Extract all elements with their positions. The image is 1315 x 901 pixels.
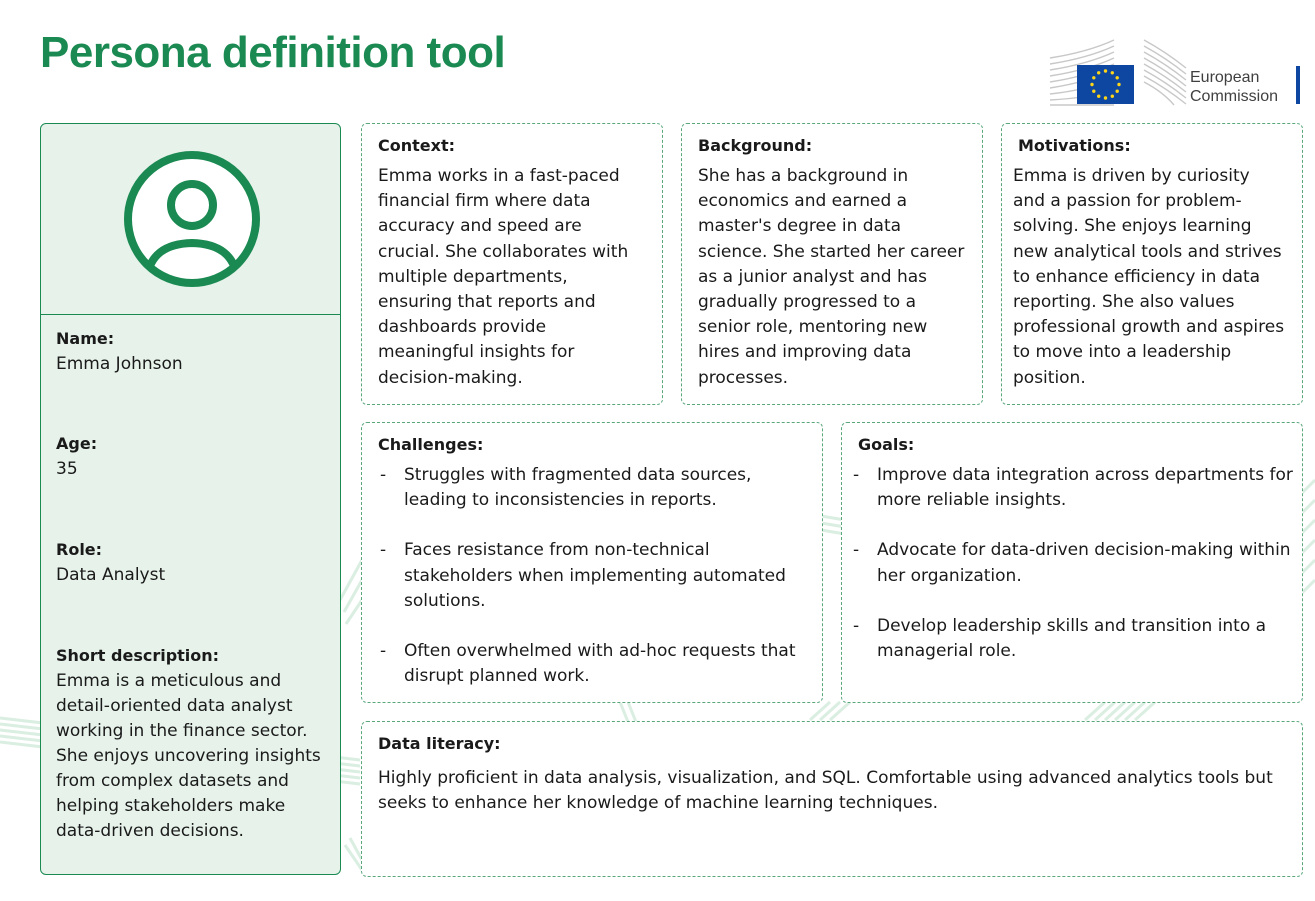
- page-title: Persona definition tool: [40, 28, 506, 77]
- context-text: Emma works in a fast-paced financial firm where data accuracy and speed are crucial. She collaborates with multiple departments, ensuring that reports and dashboards provide meaningful insights for decision-making.: [378, 166, 629, 388]
- logo-wordmark: [1190, 68, 1278, 106]
- data-literacy-box: [361, 721, 1303, 877]
- description-value: Emma is a meticulous and detail-oriented data analyst working in the finance sector. She enjoys uncovering insights from complex datasets and helping stakeholders make data-driven decisions.: [56, 671, 321, 841]
- challenges-label: Challenges:: [378, 435, 484, 454]
- background-label: Background:: [698, 136, 813, 155]
- logo-line-1: European: [1190, 69, 1260, 86]
- age-field: [56, 434, 331, 482]
- challenges-box: [361, 422, 823, 703]
- age-label: Age:: [56, 434, 98, 453]
- context-box: [361, 123, 663, 405]
- background-box: [681, 123, 983, 405]
- role-value: Data Analyst: [56, 565, 166, 585]
- motivations-text: Emma is driven by curiosity and a passion for problem-solving. She enjoys learning new analytical tools and strives to enhance efficiency in data reporting. She also values professional growth and aspires to move into a leadership position.: [1013, 166, 1285, 388]
- data-literacy-text: Highly proficient in data analysis, visualization, and SQL. Comfortable using advanced analytics tools but seeks to enhance her knowledge of machine learning techniques.: [378, 768, 1273, 814]
- motivations-label: Motivations:: [1018, 136, 1131, 155]
- goal-item: - Improve data integration across departments for more reliable insights.: [851, 463, 1296, 513]
- goals-list: [851, 463, 1296, 664]
- challenge-item: - Often overwhelmed with ad-hoc requests that disrupt planned work.: [378, 639, 806, 689]
- challenge-item: - Struggles with fragmented data sources, leading to inconsistencies in reports.: [378, 463, 806, 513]
- age-value: 35: [56, 459, 78, 479]
- goal-item: - Advocate for data-driven decision-making within her organization.: [851, 538, 1296, 588]
- challenge-item: - Faces resistance from non-technical stakeholders when implementing automated solutions.: [378, 538, 806, 614]
- challenges-list: [378, 463, 806, 689]
- name-label: Name:: [56, 329, 115, 348]
- motivations-box: [1001, 123, 1303, 405]
- goal-item: - Develop leadership skills and transition into a managerial role.: [851, 614, 1296, 664]
- role-field: [56, 540, 331, 588]
- goals-label: Goals:: [858, 435, 915, 454]
- avatar-zone: [41, 124, 340, 315]
- context-label: Context:: [378, 136, 455, 155]
- logo-line-2: Commission: [1190, 88, 1279, 105]
- name-field: [56, 329, 331, 377]
- name-value: Emma Johnson: [56, 354, 183, 374]
- logo-divider: [1296, 66, 1300, 104]
- user-circle-icon: [121, 148, 263, 290]
- goals-box: [841, 422, 1303, 703]
- background-text: She has a background in economics and earned a master's degree in data science. She started her career as a junior analyst and has gradually progressed to a senior role, mentoring new hires and improving data processes.: [698, 166, 965, 388]
- data-literacy-label: Data literacy:: [378, 734, 501, 753]
- description-label: Short description:: [56, 646, 220, 665]
- persona-card: [40, 123, 341, 875]
- role-label: Role:: [56, 540, 103, 559]
- description-field: [56, 646, 331, 844]
